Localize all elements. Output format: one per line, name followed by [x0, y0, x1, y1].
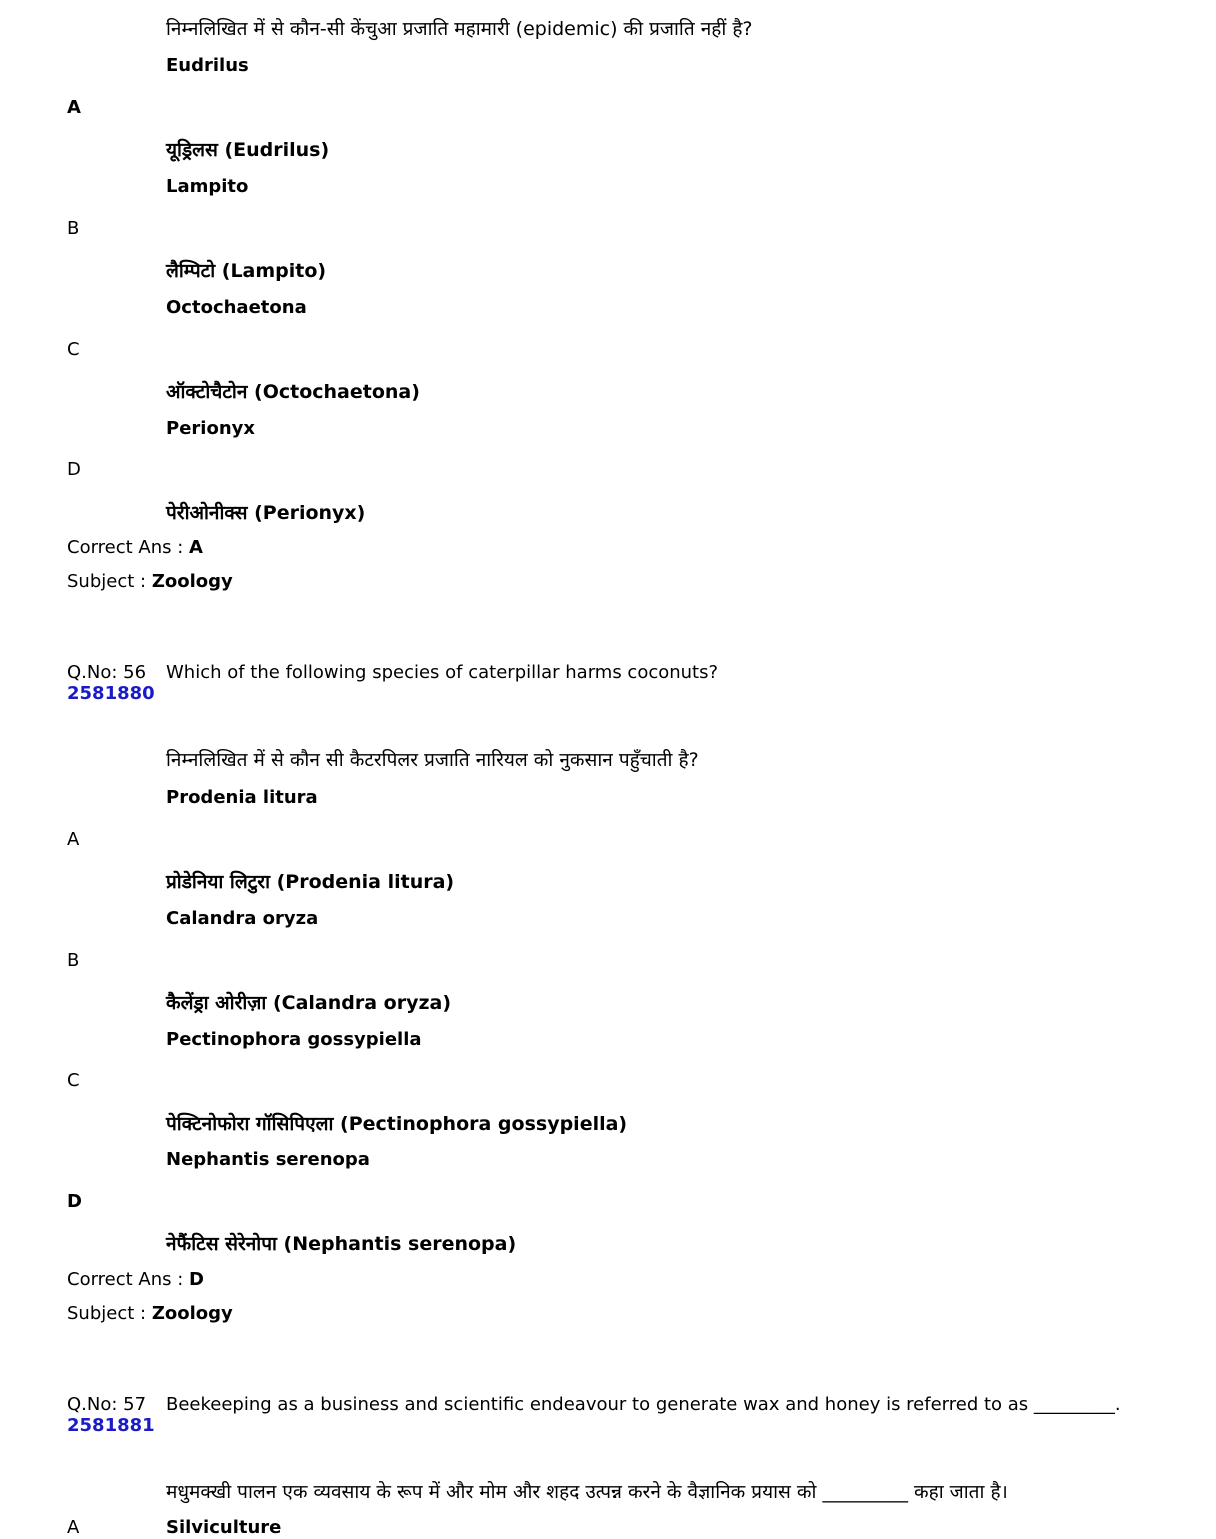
q55-option-a-letter: A: [67, 97, 81, 118]
q56-number: Q.No: 56: [67, 662, 147, 683]
q56-option-a-english: Prodenia litura: [166, 787, 318, 808]
q57-option-a-english: Silviculture: [166, 1517, 282, 1538]
q55-option-b-english: Lampito: [166, 176, 249, 197]
correct-answer-label: Correct Ans :: [67, 1269, 184, 1290]
q57-question-id: 2581881: [67, 1415, 155, 1436]
subject-label: Subject :: [67, 571, 147, 592]
q55-option-a-english: Eudrilus: [166, 55, 249, 76]
q56-option-d-hindi: नेफैंटिस सेरेनोपा (Nephantis serenopa): [166, 1233, 517, 1255]
q55-hindi-question: निम्नलिखित में से कौन-सी केंचुआ प्रजाति महामारी (epidemic) की प्रजाति नहीं है?: [166, 18, 753, 40]
q55-option-d-hindi: पेरीओनीक्स (Perionyx): [166, 502, 366, 524]
q55-option-d-english: Perionyx: [166, 418, 255, 439]
q55-option-a-hindi: यूड्रिलस (Eudrilus): [166, 139, 330, 161]
q57-option-a-letter: A: [67, 1517, 80, 1538]
q55-option-d-letter: D: [67, 459, 81, 480]
q55-option-b-letter: B: [67, 218, 80, 239]
q56-english-question: Which of the following species of caterpillar harms coconuts?: [166, 662, 719, 683]
q56-option-c-hindi: पेक्टिनोफोरा गॉसिपिएला (Pectinophora gossypiella): [166, 1113, 628, 1135]
q56-option-d-english: Nephantis serenopa: [166, 1149, 370, 1170]
correct-answer-value: D: [189, 1269, 204, 1290]
q55-option-c-english: Octochaetona: [166, 297, 307, 318]
q56-option-d-letter: D: [67, 1191, 82, 1212]
q56-option-a-letter: A: [67, 829, 80, 850]
subject-value: Zoology: [151, 571, 233, 592]
q56-option-b-letter: B: [67, 950, 80, 971]
q57-english-question: Beekeeping as a business and scientific endeavour to generate wax and honey is referred to as _________.: [166, 1394, 1121, 1415]
q55-correct-answer: [67, 537, 203, 558]
q55-option-b-hindi: लैम्पिटो (Lampito): [166, 260, 327, 282]
q55-subject: [67, 571, 233, 592]
subject-label: Subject :: [67, 1303, 147, 1324]
correct-answer-value: A: [189, 537, 203, 558]
q56-subject: [67, 1303, 233, 1324]
q56-option-a-hindi: प्रोडेनिया लिटुरा (Prodenia litura): [166, 871, 455, 893]
correct-answer-label: Correct Ans :: [67, 537, 184, 558]
q56-option-b-hindi: कैलेंड्रा ओरीज़ा (Calandra oryza): [166, 992, 452, 1014]
subject-value: Zoology: [151, 1303, 233, 1324]
q56-question-id: 2581880: [67, 683, 155, 704]
q56-option-c-letter: C: [67, 1070, 80, 1091]
q57-hindi-question: मधुमक्खी पालन एक व्यवसाय के रूप में और मोम और शहद उत्पन्न करने के वैज्ञानिक प्रयास को _________ कहा जाता है।: [166, 1481, 1008, 1503]
q55-option-c-letter: C: [67, 339, 80, 360]
q55-option-c-hindi: ऑक्टोचैटोन (Octochaetona): [166, 381, 420, 403]
q57-number: Q.No: 57: [67, 1394, 147, 1415]
q56-option-b-english: Calandra oryza: [166, 908, 319, 929]
q56-correct-answer: [67, 1269, 204, 1290]
q56-hindi-question: निम्नलिखित में से कौन सी कैटरपिलर प्रजाति नारियल को नुकसान पहुँचाती है?: [166, 749, 699, 771]
q56-option-c-english: Pectinophora gossypiella: [166, 1029, 422, 1050]
